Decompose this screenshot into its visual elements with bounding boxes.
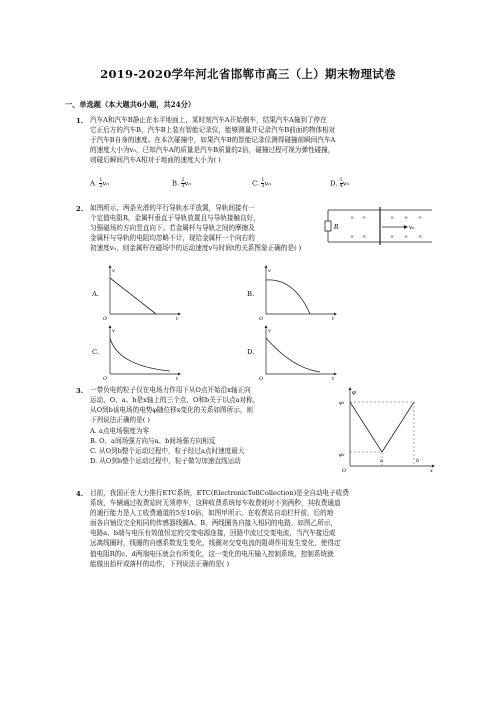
svg-text:×: × (362, 215, 367, 221)
potential-figure (338, 386, 438, 472)
q4-line: 电路a、b端与电压有效值恒定的交变电源连接，回路中流过交变电流，当汽车接近或 (90, 529, 336, 538)
q3-line: 下列说法正确的是( ) (90, 416, 150, 425)
q2-option-c[interactable]: C. (92, 348, 100, 356)
q2-option-a[interactable]: A. (92, 290, 100, 298)
q1-line: 它正后方的汽车B，汽车B上装有智能记录仪，能够测量并记录汽车B前面的物体相对 (90, 126, 336, 135)
q2-option-d[interactable]: D. (247, 348, 255, 356)
question-2-text (90, 203, 301, 253)
option-text: 从O到b整个运动过程中，粒子经过a点时速度最大 (99, 447, 245, 456)
rail-figure (320, 207, 435, 247)
q1-option-d[interactable] (330, 178, 349, 189)
q4-line: 远离线圈时，线圈的自感系数发生变化，线圈对交变电流的阻碍作用发生变化，使得定 (90, 539, 341, 548)
q2-option-b[interactable]: B. (247, 290, 255, 298)
curve-b (266, 280, 310, 314)
q1-options (90, 178, 420, 194)
axis-x: x (430, 468, 433, 472)
q3-option-a[interactable] (90, 426, 244, 436)
phi2-label: φ₂ (339, 452, 345, 458)
q2-line: 金属杆与导轨的电阻均忽略不计，现给金属杆一个向右的 (90, 234, 255, 243)
q3-line: 运动，O、a、b是x轴上的三个点，O和b关于以点a对称， (90, 396, 260, 405)
q1-option-c[interactable] (252, 178, 271, 189)
q1-line: 则碰后瞬间汽车A相对于地面的速度大小为( ) (90, 156, 221, 165)
axis-x: t (176, 376, 179, 380)
axis-origin: O (103, 376, 108, 380)
q2-line: 如图所示，两条光滑的平行导轨水平放置，导轨间接有一 (90, 204, 255, 212)
question-1-text (90, 115, 335, 165)
q4-line: 的通行能力是人工收费通道的5至10倍，如图甲所示，在收费站自动栏杆前，后的地 (90, 509, 334, 518)
q3-line: 一带负电的粒子仅在电场力作用下从O点开始沿x轴正向 (90, 386, 251, 394)
svg-text:×: × (404, 234, 409, 240)
svg-text:×: × (350, 234, 355, 240)
option-text: 从O到b整个运动过程中，粒子做匀加速直线运动 (99, 457, 241, 466)
question-3-text (90, 385, 259, 425)
axis-y: v (112, 268, 115, 274)
q3-options (90, 426, 244, 466)
q4-line: 系统，车辆通过收费站时无须停车，这种收费系统每车收费耗时不到两秒，其收费通道 (90, 499, 341, 508)
question-4-number: 4. (76, 490, 84, 498)
point-a-label: a (380, 458, 383, 464)
svg-text:×: × (350, 215, 355, 221)
denominator: 2 (99, 183, 103, 189)
axis-y: v (268, 328, 271, 334)
option-letter: D. (90, 457, 98, 466)
graph-d (256, 324, 338, 380)
phi-line (350, 402, 382, 452)
q4-line: 值电阻R的c、d两端电压就会有所变化，这一变化的电压输入控制系统，控制系统就 (90, 549, 334, 558)
option-var: v₀ (102, 179, 110, 188)
q4-line: 能做出抬杆或落杆的动作，下列说法正确的是( ) (90, 559, 230, 568)
q3-option-c[interactable] (90, 446, 244, 456)
question-1-number: 1. (76, 117, 84, 125)
q2-line: 个定值电阻R，金属杆垂直于导轨放置且与导轨接触良好， (90, 214, 260, 223)
option-text: a点电场强度为零 (98, 427, 150, 435)
svg-text:×: × (390, 234, 395, 240)
phi-line (382, 402, 414, 452)
option-var: v₀ (264, 179, 272, 188)
graph-b (256, 264, 338, 320)
q4-line: 面各自铺设完全相同的传感器线圈A、B，两线圈各自接入相同的电路，如图乙所示， (90, 519, 337, 528)
resistor-label: R (334, 224, 339, 231)
numerator: 1 (99, 177, 103, 183)
q3-line: 从O到b该电场的电势φ随位移x变化的关系如图所示，则 (90, 406, 254, 415)
q3-option-b[interactable] (90, 436, 244, 446)
option-letter: D. (330, 179, 338, 188)
q1-option-b[interactable] (172, 178, 191, 189)
svg-text:×: × (418, 215, 423, 221)
axis-origin: O (342, 468, 347, 472)
axis-origin: O (259, 376, 264, 380)
svg-text:×: × (418, 234, 423, 240)
option-text: O、a间场强方向与a、b间场强方向相反 (99, 437, 216, 446)
denominator: 3 (181, 183, 185, 189)
phi1-label: φ₁ (339, 400, 345, 406)
velocity-label: v₀ (409, 225, 415, 231)
svg-text:×: × (362, 234, 367, 240)
numerator: 1 (339, 177, 343, 183)
axis-x: t (332, 316, 335, 320)
option-letter: C. (90, 447, 97, 456)
q3-option-d[interactable] (90, 456, 244, 466)
page-title: 2019-2020学年河北省邯郸市高三（上）期末物理试卷 (100, 67, 396, 81)
numerator: 1 (261, 177, 265, 183)
graph-a (100, 264, 182, 320)
question-3-number: 3. (76, 387, 84, 395)
q1-option-a[interactable] (90, 178, 109, 189)
axis-origin: O (103, 316, 108, 320)
curve-d (266, 338, 320, 372)
curve-a (110, 278, 156, 314)
denominator: 4 (339, 183, 343, 189)
option-letter: A. (90, 179, 98, 188)
axis-phi: φ (352, 390, 356, 396)
svg-text:×: × (404, 215, 409, 221)
q2-line: 初速度v₀，则金属杆在磁场中的运动速度v与时间t的关系图象正确的是( ) (90, 244, 302, 253)
axis-x: t (176, 316, 179, 320)
section-heading: 一、单选题（本大题共6小题，共24分） (65, 100, 196, 109)
option-var: v₀ (184, 179, 192, 188)
denominator: 3 (261, 183, 265, 189)
graph-c (100, 324, 182, 380)
svg-text:×: × (390, 215, 395, 221)
point-b-label: b (416, 458, 420, 464)
q4-line: 目前，我国正在大力推行ETC系统，ETC(ElectronicTollCollection)是全自动电子收费 (90, 489, 349, 497)
q1-line: 汽车A和汽车B静止在水平地面上，某时刻汽车A开始倒车，结果汽车A撞到了停在 (90, 116, 327, 124)
axis-y: v (112, 328, 115, 334)
option-letter: C. (252, 179, 260, 188)
question-4-text (90, 488, 349, 569)
numerator: 2 (181, 177, 185, 183)
q1-line: 于汽车B自身的速度。在本次碰撞中，如果汽车B的智能记录仪测得碰撞前瞬间汽车A (90, 136, 336, 145)
option-var: v₀ (342, 179, 350, 188)
option-letter: A. (90, 427, 97, 435)
q2-line: 匀强磁场的方向竖直向下。若金属杆与导轨之间的摩擦及 (90, 224, 255, 233)
q1-line: 的速度大小为v₀，已知汽车A的质量是汽车B质量的2倍，碰撞过程可视为弹性碰撞， (90, 146, 335, 155)
option-letter: B. (90, 437, 97, 446)
question-2-number: 2. (76, 205, 84, 213)
axis-origin: O (259, 316, 264, 320)
curve-c (110, 338, 170, 371)
option-letter: B. (172, 179, 180, 188)
axis-x: t (332, 376, 335, 380)
axis-y: v (268, 268, 271, 274)
